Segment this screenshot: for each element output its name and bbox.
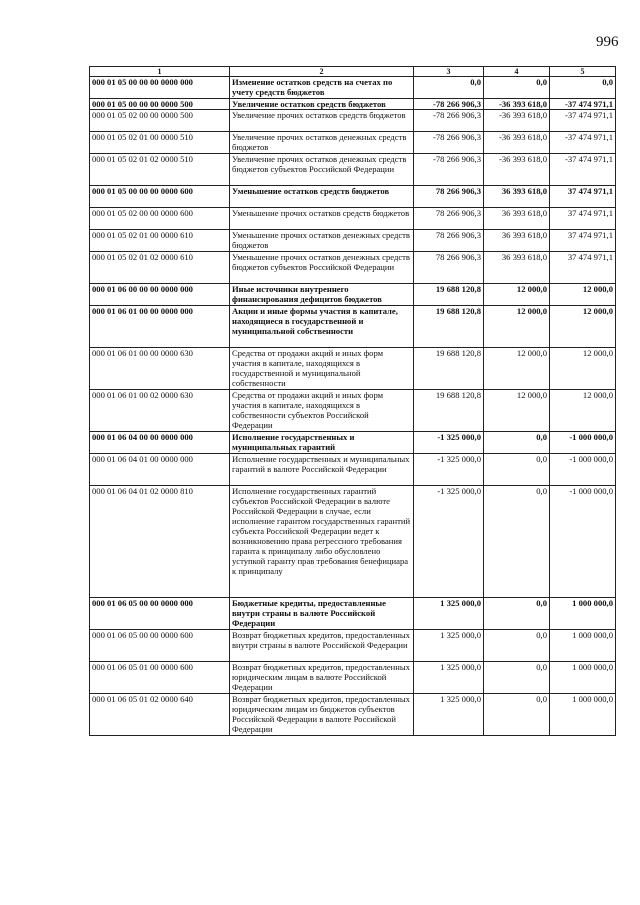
value-cell-col4: 12 000,0 (484, 284, 550, 306)
table-row (90, 252, 616, 284)
value-cell-col4: 0,0 (484, 432, 550, 454)
value-cell-col3: 1 325 000,0 (414, 630, 484, 662)
code-cell: 000 01 06 04 00 00 0000 000 (90, 432, 230, 454)
value-cell-col3: 19 688 120,8 (414, 348, 484, 390)
code-cell: 000 01 06 05 01 02 0000 640 (90, 694, 230, 736)
value-cell-col3: 19 688 120,8 (414, 284, 484, 306)
value-cell-col4: -36 393 618,0 (484, 99, 550, 110)
code-cell: 000 01 05 02 01 02 0000 510 (90, 154, 230, 186)
value-cell-col3: 1 325 000,0 (414, 694, 484, 736)
table-row (90, 99, 616, 110)
value-cell-col4: 0,0 (484, 77, 550, 99)
name-cell: Увеличение прочих остатков денежных средств бюджетов субъектов Российской Федерации (230, 154, 414, 186)
value-cell-col3: -1 325 000,0 (414, 486, 484, 598)
value-cell-col5: 12 000,0 (550, 348, 616, 390)
value-cell-col5: -1 000 000,0 (550, 454, 616, 486)
table-row (90, 110, 616, 132)
name-cell: Изменение остатков средств на счетах по учету средств бюджетов (230, 77, 414, 99)
table-row (90, 230, 616, 252)
value-cell-col3: 0,0 (414, 77, 484, 99)
name-cell: Иные источники внутреннего финансирования дефицитов бюджетов (230, 284, 414, 306)
name-cell: Уменьшение прочих остатков денежных средств бюджетов (230, 230, 414, 252)
table-header-row (90, 67, 616, 77)
value-cell-col3: 78 266 906,3 (414, 186, 484, 208)
name-cell: Увеличение остатков средств бюджетов (230, 99, 414, 110)
value-cell-col5: -1 000 000,0 (550, 486, 616, 598)
column-header: 5 (550, 67, 616, 77)
name-cell: Бюджетные кредиты, предоставленные внутри страны в валюте Российской Федерации (230, 598, 414, 630)
value-cell-col4: 36 393 618,0 (484, 230, 550, 252)
code-cell: 000 01 06 00 00 00 0000 000 (90, 284, 230, 306)
value-cell-col3: -78 266 906,3 (414, 154, 484, 186)
column-header: 2 (230, 67, 414, 77)
page-number: 996 (596, 34, 619, 50)
value-cell-col4: 0,0 (484, 598, 550, 630)
value-cell-col5: 1 000 000,0 (550, 598, 616, 630)
value-cell-col5: 1 000 000,0 (550, 694, 616, 736)
table-row (90, 154, 616, 186)
value-cell-col3: -78 266 906,3 (414, 99, 484, 110)
value-cell-col5: 37 474 971,1 (550, 208, 616, 230)
value-cell-col4: 12 000,0 (484, 348, 550, 390)
code-cell: 000 01 06 04 01 00 0000 000 (90, 454, 230, 486)
table-row (90, 630, 616, 662)
code-cell: 000 01 05 02 01 00 0000 510 (90, 132, 230, 154)
table-row (90, 348, 616, 390)
code-cell: 000 01 06 04 01 02 0000 810 (90, 486, 230, 598)
value-cell-col4: 0,0 (484, 694, 550, 736)
value-cell-col3: -78 266 906,3 (414, 132, 484, 154)
code-cell: 000 01 06 05 00 00 0000 000 (90, 598, 230, 630)
value-cell-col5: 1 000 000,0 (550, 662, 616, 694)
code-cell: 000 01 06 05 01 00 0000 600 (90, 662, 230, 694)
name-cell: Уменьшение прочих остатков средств бюджетов (230, 208, 414, 230)
name-cell: Исполнение государственных гарантий субъектов Российской Федерации в валюте Российской Федерации в случае, если исполнение гарантом государственных гарантий субъекта Российской Федерации ведет к возникновению права регрессного требования гаранта к принципалу либо обусловлено уступкой гаранту прав требования бенефициара к принципалу (230, 486, 414, 598)
name-cell: Исполнение государственных и муниципальных гарантий в валюте Российской Федерации (230, 454, 414, 486)
value-cell-col3: 1 325 000,0 (414, 598, 484, 630)
table-row (90, 662, 616, 694)
value-cell-col3: 78 266 906,3 (414, 230, 484, 252)
name-cell: Возврат бюджетных кредитов, предоставленных юридическим лицам в валюте Российской Федерации (230, 662, 414, 694)
value-cell-col4: 0,0 (484, 662, 550, 694)
code-cell: 000 01 05 00 00 00 0000 500 (90, 99, 230, 110)
table-row (90, 208, 616, 230)
table-row (90, 284, 616, 306)
value-cell-col5: 37 474 971,1 (550, 186, 616, 208)
value-cell-col4: 12 000,0 (484, 390, 550, 432)
value-cell-col3: 19 688 120,8 (414, 390, 484, 432)
value-cell-col5: 37 474 971,1 (550, 252, 616, 284)
code-cell: 000 01 05 00 00 00 0000 600 (90, 186, 230, 208)
value-cell-col5: -37 474 971,1 (550, 132, 616, 154)
code-cell: 000 01 06 01 00 00 0000 000 (90, 306, 230, 348)
table-row (90, 390, 616, 432)
value-cell-col4: 36 393 618,0 (484, 186, 550, 208)
name-cell: Средства от продажи акций и иных форм участия в капитале, находящихся в государственной и муниципальной собственности (230, 348, 414, 390)
name-cell: Увеличение прочих остатков средств бюджетов (230, 110, 414, 132)
value-cell-col5: 12 000,0 (550, 306, 616, 348)
value-cell-col4: 12 000,0 (484, 306, 550, 348)
value-cell-col4: -36 393 618,0 (484, 110, 550, 132)
code-cell: 000 01 05 00 00 00 0000 000 (90, 77, 230, 99)
name-cell: Возврат бюджетных кредитов, предоставленных юридическим лицам из бюджетов субъектов Российской Федерации в валюте Российской Федерации (230, 694, 414, 736)
value-cell-col5: -37 474 971,1 (550, 99, 616, 110)
value-cell-col5: -37 474 971,1 (550, 154, 616, 186)
table-row (90, 186, 616, 208)
code-cell: 000 01 06 01 00 00 0000 630 (90, 348, 230, 390)
value-cell-col3: 1 325 000,0 (414, 662, 484, 694)
value-cell-col3: -1 325 000,0 (414, 432, 484, 454)
budget-sources-table (89, 66, 616, 736)
value-cell-col3: -78 266 906,3 (414, 110, 484, 132)
value-cell-col3: 78 266 906,3 (414, 252, 484, 284)
value-cell-col4: 36 393 618,0 (484, 252, 550, 284)
table-row (90, 598, 616, 630)
table-row (90, 77, 616, 99)
table-row (90, 132, 616, 154)
table-body (90, 77, 616, 736)
name-cell: Возврат бюджетных кредитов, предоставленных внутри страны в валюте Российской Федерации (230, 630, 414, 662)
value-cell-col4: 0,0 (484, 630, 550, 662)
table-row (90, 694, 616, 736)
value-cell-col4: 0,0 (484, 454, 550, 486)
name-cell: Уменьшение прочих остатков денежных средств бюджетов субъектов Российской Федерации (230, 252, 414, 284)
code-cell: 000 01 05 02 00 00 0000 600 (90, 208, 230, 230)
value-cell-col5: 1 000 000,0 (550, 630, 616, 662)
code-cell: 000 01 05 02 01 02 0000 610 (90, 252, 230, 284)
value-cell-col5: 37 474 971,1 (550, 230, 616, 252)
value-cell-col4: 0,0 (484, 486, 550, 598)
value-cell-col5: 12 000,0 (550, 284, 616, 306)
table-row (90, 454, 616, 486)
name-cell: Средства от продажи акций и иных форм участия в капитале, находящихся в собственности субъектов Российской Федерации (230, 390, 414, 432)
column-header: 3 (414, 67, 484, 77)
name-cell: Акции и иные формы участия в капитале, находящиеся в государственной и муниципальной собственности (230, 306, 414, 348)
name-cell: Увеличение прочих остатков денежных средств бюджетов (230, 132, 414, 154)
column-header: 4 (484, 67, 550, 77)
value-cell-col5: -1 000 000,0 (550, 432, 616, 454)
value-cell-col3: 19 688 120,8 (414, 306, 484, 348)
code-cell: 000 01 06 05 00 00 0000 600 (90, 630, 230, 662)
value-cell-col3: 78 266 906,3 (414, 208, 484, 230)
table-row (90, 486, 616, 598)
column-header: 1 (90, 67, 230, 77)
value-cell-col5: 0,0 (550, 77, 616, 99)
table-row (90, 432, 616, 454)
name-cell: Исполнение государственных и муниципальных гарантий (230, 432, 414, 454)
value-cell-col5: 12 000,0 (550, 390, 616, 432)
value-cell-col5: -37 474 971,1 (550, 110, 616, 132)
value-cell-col4: -36 393 618,0 (484, 154, 550, 186)
code-cell: 000 01 06 01 00 02 0000 630 (90, 390, 230, 432)
code-cell: 000 01 05 02 00 00 0000 500 (90, 110, 230, 132)
value-cell-col4: 36 393 618,0 (484, 208, 550, 230)
name-cell: Уменьшение остатков средств бюджетов (230, 186, 414, 208)
value-cell-col4: -36 393 618,0 (484, 132, 550, 154)
value-cell-col3: -1 325 000,0 (414, 454, 484, 486)
code-cell: 000 01 05 02 01 00 0000 610 (90, 230, 230, 252)
table-row (90, 306, 616, 348)
